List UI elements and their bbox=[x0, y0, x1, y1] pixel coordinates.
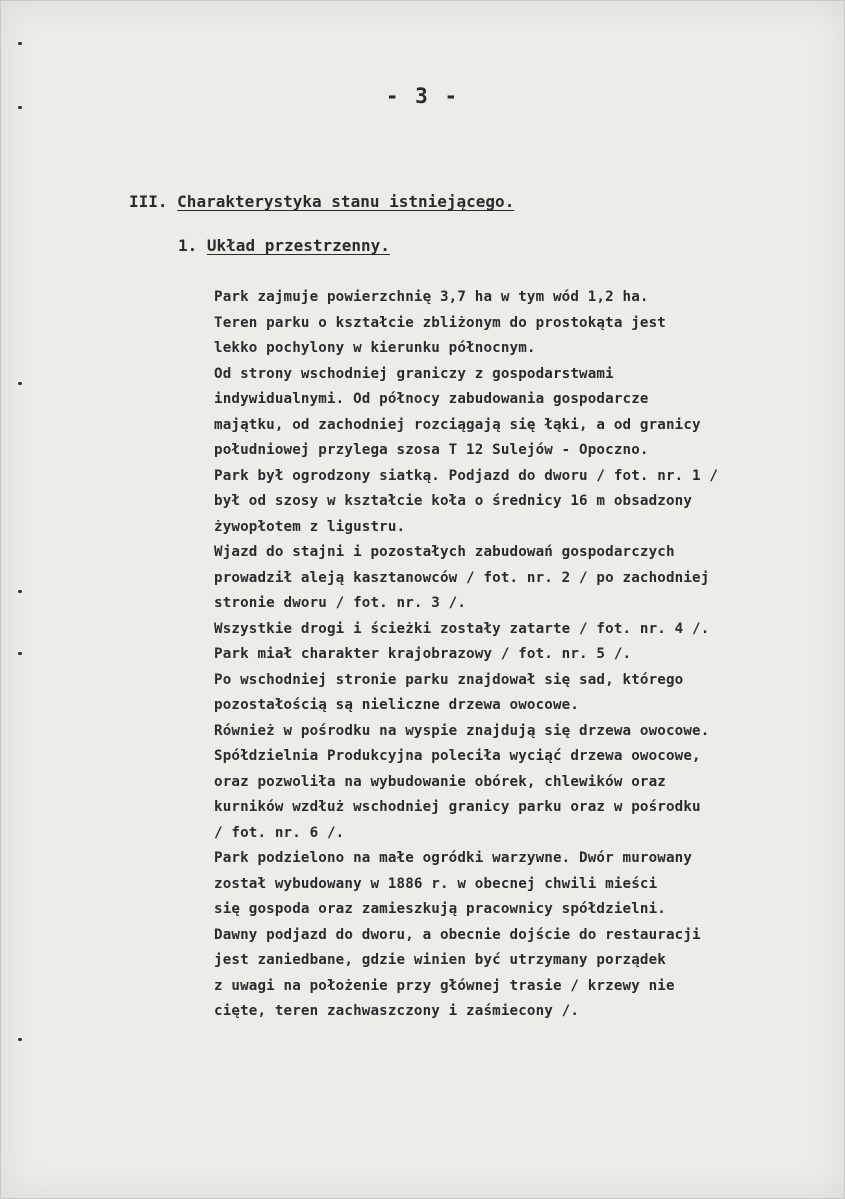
body-line: Park zajmuje powierzchnię 3,7 ha w tym wód 1,2 ha. bbox=[214, 289, 649, 305]
body-line: pozostałością są nieliczne drzewa owocowe. bbox=[214, 697, 580, 713]
body-line: Wjazd do stajni i pozostałych zabudowań gospodarczych bbox=[214, 544, 675, 560]
body-line: Po wschodniej stronie parku znajdował się sad, którego bbox=[214, 671, 684, 688]
body-line: Spółdzielnia Produkcyjna poleciła wyciąć drzewa owocowe, bbox=[214, 748, 701, 764]
body-line: / fot. nr. 6 /. bbox=[214, 824, 345, 841]
body-line: kurników wzdłuż wschodniej granicy parku oraz w pośrodku bbox=[214, 799, 701, 815]
body-line: stronie dworu / fot. nr. 3 /. bbox=[214, 595, 467, 611]
margin-mark bbox=[18, 42, 22, 45]
body-line: południowej przylega szosa T 12 Sulejów - Opoczno. bbox=[214, 442, 649, 458]
body-line: majątku, od zachodniej rozciągają się łąki, a od granicy bbox=[214, 416, 701, 433]
margin-mark bbox=[18, 382, 22, 385]
body-line: Od strony wschodniej graniczy z gospodarstwami bbox=[214, 365, 614, 382]
body-line: Park był ogrodzony siatką. Podjazd do dworu / fot. nr. 1 / bbox=[214, 467, 719, 484]
body-line: indywidualnymi. Od północy zabudowania gospodarcze bbox=[214, 391, 649, 407]
body-line: Dawny podjazd do dworu, a obecnie dojście do restauracji bbox=[214, 926, 701, 943]
margin-mark bbox=[18, 590, 22, 593]
body-text bbox=[214, 285, 824, 1025]
subsection-number: 1. bbox=[178, 236, 198, 255]
subsection-heading bbox=[178, 236, 390, 255]
body-line: Park miał charakter krajobrazowy / fot. nr. 5 /. bbox=[214, 646, 632, 662]
body-line: żywopłotem z ligustru. bbox=[214, 518, 406, 535]
body-line: się gospoda oraz zamieszkują pracownicy spółdzielni. bbox=[214, 901, 666, 917]
body-line: cięte, teren zachwaszczony i zaśmiecony /. bbox=[214, 1003, 580, 1019]
section-number: III. bbox=[129, 192, 168, 211]
section-title: Charakterystyka stanu istniejącego. bbox=[177, 192, 515, 211]
body-line: Park podzielono na małe ogródki warzywne. Dwór murowany bbox=[214, 850, 693, 866]
subsection-title: Układ przestrzenny. bbox=[206, 236, 390, 255]
body-line: prowadził aleją kasztanowców / fot. nr. 2 / po zachodniej bbox=[214, 569, 710, 586]
body-line: jest zaniedbane, gdzie winien być utrzymany porządek bbox=[214, 952, 666, 968]
body-line: lekko pochylony w kierunku północnym. bbox=[214, 340, 536, 356]
body-line: został wybudowany w 1886 r. w obecnej chwili mieści bbox=[214, 875, 658, 892]
margin-mark bbox=[18, 652, 22, 655]
page-number: - 3 - bbox=[385, 84, 460, 108]
body-line: Wszystkie drogi i ścieżki zostały zatarte / fot. nr. 4 /. bbox=[214, 620, 710, 637]
body-line: był od szosy w kształcie koła o średnicy 16 m obsadzony bbox=[214, 493, 693, 509]
body-line: z uwagi na położenie przy głównej trasie / krzewy nie bbox=[214, 977, 675, 994]
body-line: Teren parku o kształcie zbliżonym do prostokąta jest bbox=[214, 314, 666, 331]
body-line: Również w pośrodku na wyspie znajdują się drzewa owocowe. bbox=[214, 722, 710, 739]
body-line: oraz pozwoliła na wybudowanie obórek, chlewików oraz bbox=[214, 773, 666, 790]
margin-mark bbox=[18, 1038, 22, 1041]
section-heading bbox=[129, 192, 514, 211]
